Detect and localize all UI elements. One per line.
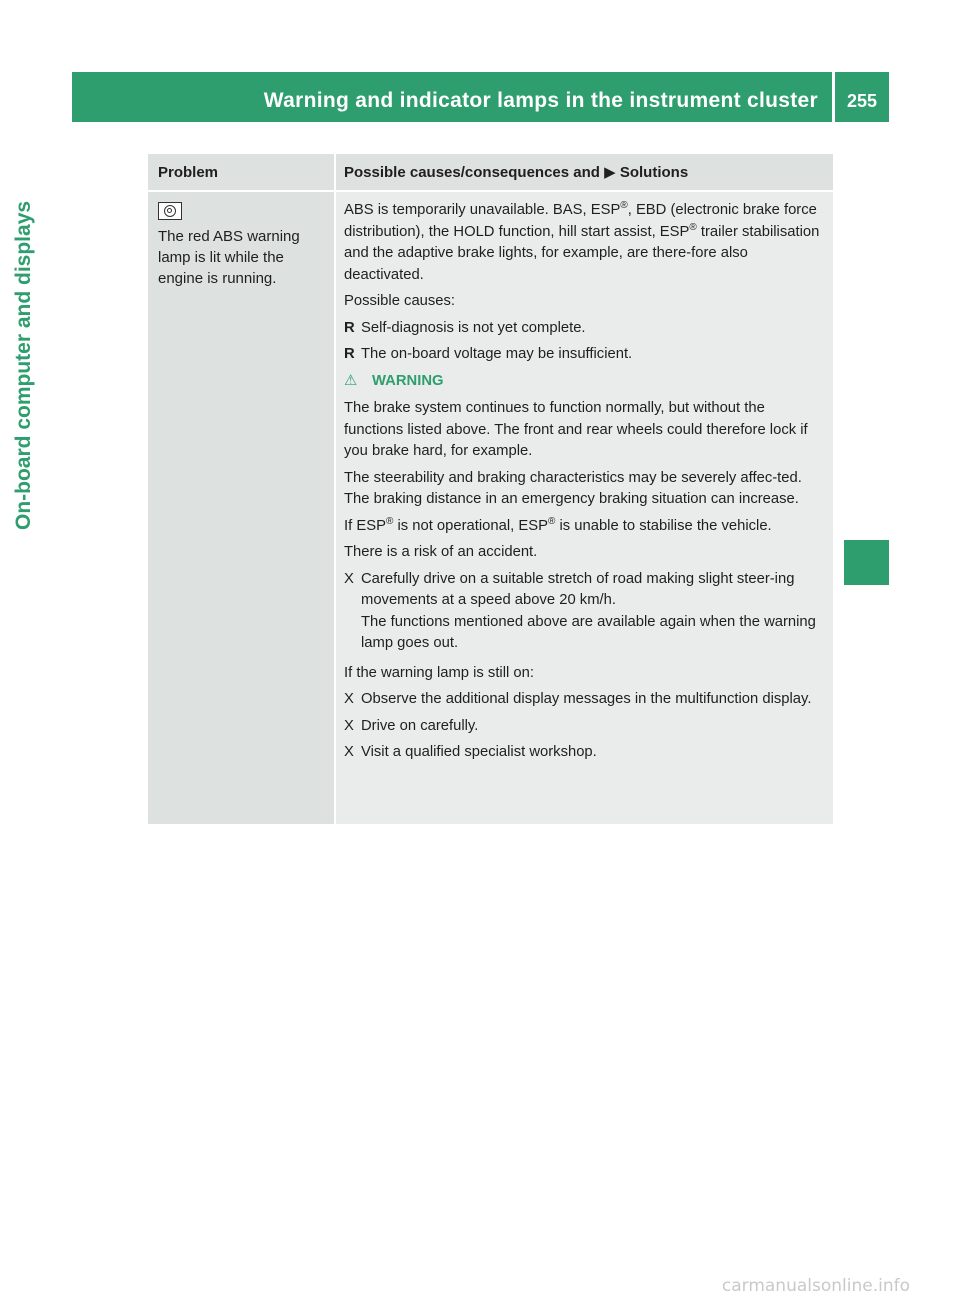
header-bar [72,72,832,122]
warning-paragraph: If ESP® is not operational, ESP® is unable to stabilise the vehicle. [344,515,772,534]
solution-cell [336,192,833,824]
warning-triangle-icon: ⚠ [344,372,358,389]
arrow-right-icon: ▶ [604,164,616,181]
page-title: Warning and indicator lamps in the instrument cluster [263,89,818,112]
problem-description: The red ABS warning lamp is lit while the engine is running. [158,228,300,287]
step-result: The functions mentioned above are available again when the warning lamp goes out. [361,613,816,651]
column-header-solutions-label: Solutions [619,164,689,181]
still-on-heading: If the warning lamp is still on: [344,664,534,681]
abs-warning-lamp-icon [158,202,182,220]
possible-causes-heading: Possible causes: [344,293,456,309]
instruction-step: X Visit a qualified specialist workshop. [344,744,597,760]
warning-paragraph: The brake system continues to function normally, but without the functions listed above. The front and rear wheels could therefore lock if you brake hard, for example. [344,400,808,459]
intro-paragraph: ABS is temporarily unavailable. BAS, ESP®, EBD (electronic brake force distribution), the HOLD function, hill start assist, ESP® trailer stabilisation and the adaptive brake lights, for example, are there-fore also deactivated. [344,200,820,283]
chapter-tab-marker [844,540,889,585]
column-header-solutions [336,154,833,190]
page-number-box [835,72,889,122]
list-item: R Self-diagnosis is not yet complete. [344,319,586,336]
problem-cell [148,192,334,824]
warning-paragraph: The steerability and braking characteristics may be severely affec-ted. The braking distance in an emergency braking situation can increase. [344,469,802,507]
chapter-tab-label: On-board computer and displays [12,200,35,530]
watermark: carmanualsonline.info [721,1276,910,1296]
column-header-causes-label: Possible causes/consequences and [344,164,600,181]
warning-heading: ⚠ WARNING [344,371,826,393]
instruction-step: X Carefully drive on a suitable stretch of road making slight steer-ing movements at a speed above 20 km/h. The functions mentioned above are available again when the warning lamp goes out. [344,570,816,651]
warning-paragraph: There is a risk of an accident. [344,544,538,560]
column-header-problem: Problem [148,154,334,190]
instruction-step: X Drive on carefully. [344,717,479,734]
list-item: R The on-board voltage may be insufficient. [344,346,633,362]
page-number: 255 [846,91,878,111]
warning-lamp-table [148,154,833,824]
instruction-step: X Observe the additional display messages in the multifunction display. [344,691,812,707]
step-arrow-icon: X [344,570,354,587]
